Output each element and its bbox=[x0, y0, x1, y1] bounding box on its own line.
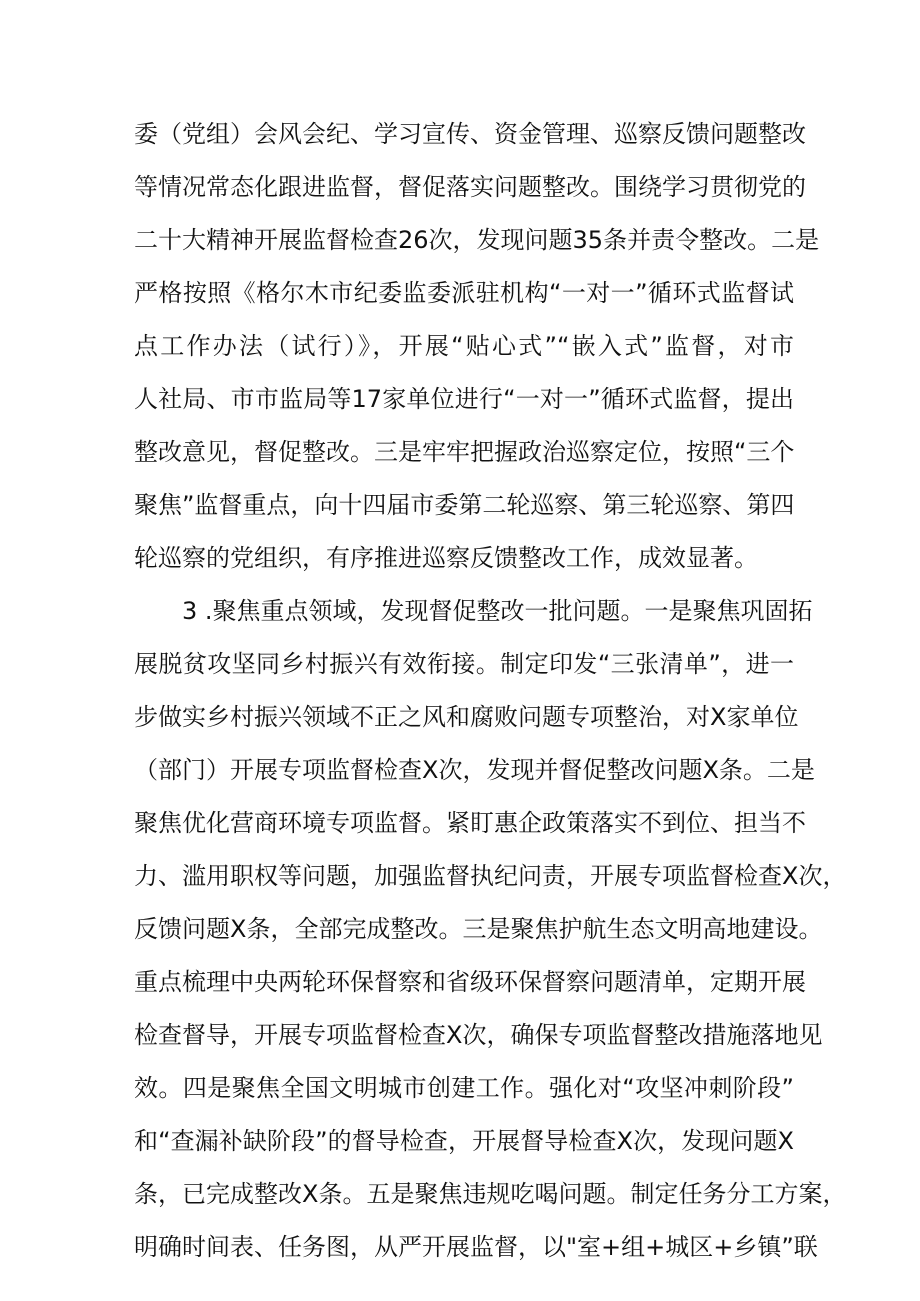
text-line: 委（党组）会风会纪、学习宣传、资金管理、巡察反馈问题整改 bbox=[134, 120, 806, 148]
text-line: 人社局、市市监局等17家单位进行“一对一”循环式监督，提出 bbox=[134, 385, 794, 413]
text-line: （部门）开展专项监督检查X次，发现并督促整改问题X条。二是 bbox=[134, 756, 815, 784]
text-line: 聚焦优化营商环境专项监督。紧盯惠企政策落实不到位、担当不 bbox=[134, 809, 806, 837]
section-heading-line: 3 .聚焦重点领域，发现督促整改一批问题。一是聚焦巩固拓 bbox=[182, 597, 813, 625]
text-line: 效。四是聚焦全国文明城市创建工作。强化对“攻坚冲刺阶段” bbox=[134, 1074, 794, 1102]
text-line: 和“查漏补缺阶段”的督导检查，开展督导检查X次，发现问题X bbox=[134, 1127, 794, 1155]
text-line: 整改意见，督促整改。三是牢牢把握政治巡察定位，按照“三个 bbox=[134, 438, 795, 466]
text-line: 点工作办法（试行）》，开展“贴心式”“嵌入式”监督，对市 bbox=[134, 332, 794, 360]
text-line: 检查督导，开展专项监督检查X次，确保专项监督整改措施落地见 bbox=[134, 1021, 823, 1049]
text-line: 等情况常态化跟进监督，督促落实问题整改。围绕学习贯彻党的 bbox=[134, 173, 806, 201]
text-line: 重点梳理中央两轮环保督察和省级环保督察问题清单，定期开展 bbox=[134, 968, 806, 996]
text-line: 明确时间表、任务图，从严开展监督，以"室+组+城区+乡镇”联 bbox=[134, 1233, 818, 1261]
paragraph-end-line: 轮巡察的党组织，有序推进巡察反馈整改工作，成效显著。 bbox=[134, 544, 758, 572]
text-line: 反馈问题X条，全部完成整改。三是聚焦护航生态文明高地建设。 bbox=[134, 915, 823, 943]
text-line: 严格按照《格尔木市纪委监委派驻机构“一对一”循环式监督试 bbox=[134, 279, 794, 307]
text-line: 二十大精神开展监督检查26次，发现问题35条并责令整改。二是 bbox=[134, 226, 820, 254]
body-text bbox=[134, 108, 847, 1274]
text-line: 聚焦”监督重点，向十四届市委第二轮巡察、第三轮巡察、第四 bbox=[134, 491, 795, 519]
text-line: 展脱贫攻坚同乡村振兴有效衔接。制定印发“三张清单”，进一 bbox=[134, 650, 794, 678]
text-line: 力、滥用职权等问题，加强监督执纪问责，开展专项监督检查X次， bbox=[134, 862, 847, 890]
text-line: 步做实乡村振兴领域不正之风和腐败问题专项整治，对X家单位 bbox=[134, 703, 799, 731]
text-line: 条，已完成整改X条。五是聚焦违规吃喝问题。制定任务分工方案， bbox=[134, 1180, 847, 1208]
